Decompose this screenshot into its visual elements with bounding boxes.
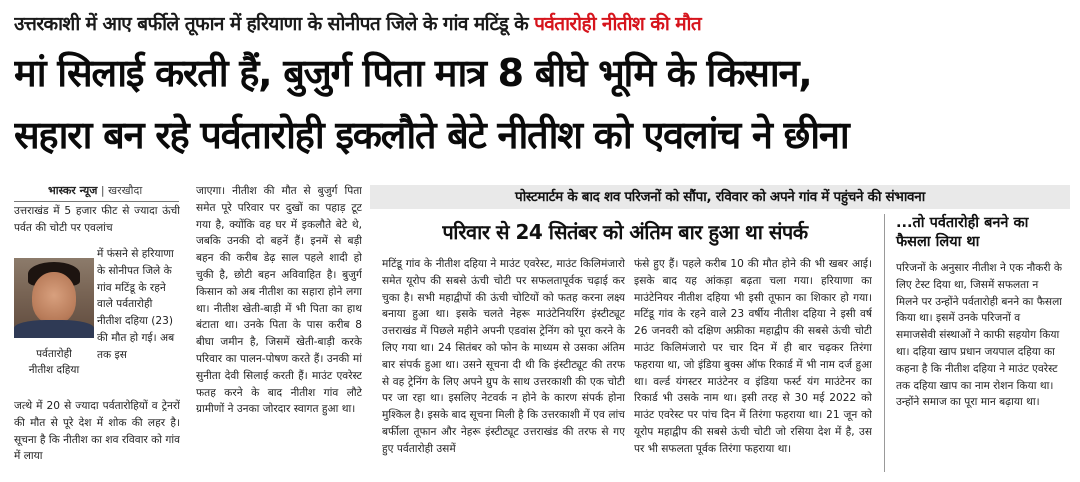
headline-line-1: मां सिलाई करती हैं, बुजुर्ग पिता मात्र 8 बीघे भूमि के किसान, xyxy=(14,51,812,95)
subheading-last-contact: परिवार से 24 सितंबर को अंतिम बार हुआ था संपर्क xyxy=(442,220,808,244)
column-5: परिजनों के अनुसार नीतीश ने एक नौकरी के लिए टेस्ट दिया था, जिसमें सफलता न मिलने पर उन्होंने पर्वतारोही बनने का फैसला किया था। इसमें उनके परिजनों व समाजसेवी संस्थाओं ने काफी सहयोग किया था। दहिया खाप प्रधान जयपाल दहिया का कहना है कि नीतीश दहिया ने माउंट एवरेस्ट तक दहिया खाप का नाम रोशन किया था। उन्होंने समाज का पूरा मान बढ़ाया था। xyxy=(896,262,1062,409)
photo-shirt xyxy=(14,320,94,338)
photo-caption xyxy=(14,346,94,378)
photo-face xyxy=(32,272,76,324)
mountaineer-photo xyxy=(14,258,94,338)
kicker-highlight: पर्वतारोही नीतीश की मौत xyxy=(534,13,702,35)
column-3: मटिंडू गांव के नीतीश दहिया ने माउंट एवरेस्ट, माउंट किलिमंजारो समेत यूरोप की सबसे ऊंची चोटी पर सफलतापूर्वक चढ़ाई कर चुका है। सभी महाद्वीपों की ऊंची चोटियों को फतह करना लक्ष्य बनाया हुआ था। इसके चलते नेहरू माउंटेनियरिंग इंस्टीट्यूट उत्तराखंड में पिछले महीने अपनी एडवांस ट्रेनिंग को पूरा करने के लिए गया था। 24 सितंबर को फोन के माध्यम से उसका अंतिम बार संपर्क हुआ था। उसने सूचना दी थी कि इंस्टीट्यूट की तरफ से वह ट्रेनिंग के लिए अपने ग्रुप के साथ उत्तरकाशी की एक चोटी पर जा रहा था। इसलिए नेटवर्क न होने के कारण संपर्क होना मुश्किल है। इसके बाद सूचना मिली है कि उत्तरकाशी में एव लांच बर्फीला तूफान और नेहरू इंस्टीट्यूट उत्तराखंड की तरफ से गए हुए पर्वतारोही उसमें xyxy=(382,258,625,455)
byline-source: भास्कर न्यूज xyxy=(48,184,98,197)
byline-place: | खरखौदा xyxy=(97,184,143,197)
postmortem-banner: पोस्टमार्टम के बाद शव परिजनों को सौंपा, रविवार को अपने गांव में पहुंचने की संभावना xyxy=(370,185,1070,209)
column-1-wrap: में फंसने से हरियाणा के सोनीपत जिले के गांव मटिंडू के रहने वाले पर्वतारोही नीतीश दहिया (23) की मौत हो गई। अब तक इस xyxy=(97,248,175,361)
column-1-top: उत्तराखंड में 5 हजार फीट से ज्यादा ऊंची पर्वत की चोटी पर एवलांच xyxy=(14,205,180,234)
subheading-decision: ...तो पर्वतारोही बनने का फैसला लिया था xyxy=(896,215,1029,250)
caption-line-1: पर्वतारोही xyxy=(36,348,72,360)
column-1-bottom: जत्थे में 20 से ज्यादा पर्वतारोहियों व ट्रेनरों की मौत से पूरे देश में शोक की लहर है। सूचना है कि नीतीश का शव रविवार को गांव में लाया xyxy=(14,400,180,463)
byline-divider xyxy=(14,201,179,202)
column-2: जाएगा। नीतीश की मौत से बुजुर्ग पिता समेत पूरे परिवार पर दुखों का पहाड़ टूट गया है, क्योंकि वह घर में इकलौते बेटे थे, जबकि उनकी दो बहनें हैं। इनमें से बड़ी बहन की करीब डेढ़ साल पहले शादी हो चुकी है, छोटी बहन अविवाहित है। बुजुर्ग किसान को अब नीतीश का सहारा होने लगा था। नीतीश खेती-बाड़ी में भी पिता का हाथ बंटाता था। उनके पिता के पास करीब 8 बीघा जमीन है, जिसमें खेती-बाड़ी करके परिवार का पालन-पोषण करते हैं। उनकी मां सुनीता देवी सिलाई करती हैं। माउंट एवरेस्ट फतह करने के बाद नीतीश गांव लौटे ग्रामीणों ने उनका जोरदार स्वागत हुआ था। xyxy=(196,185,362,416)
column-divider xyxy=(884,214,885,472)
kicker-line xyxy=(14,10,1070,40)
column-4: फंसे हुए हैं। पहले करीब 10 की मौत होने की भी खबर आई। इसके बाद यह आंकड़ा बढ़ता चला गया। हरियाणा का माउंटेनियर नीतीश दहिया भी इसी तूफान का शिकार हो गया। मटिंडू गांव के रहने वाले 23 वर्षीय नीतीश दहिया ने इसी वर्ष 26 जनवरी को दक्षिण अफ्रीका महाद्वीप की सबसे ऊंची चोटी माउंट किलिमंजारो पर चार दिन में ही बार चढ़कर तिरंगा फहराया था, जो इंडिया बुक्स ऑफ रिकार्ड में भी नाम दर्ज हुआ था। वर्ल्ड यंगस्टर माउंटेनर व इंडिया फर्स्ट यंग माउंटेनर का रिकार्ड भी उसके नाम था। इसी तरह से 30 मई 2022 को माउंट एवरेस्ट पर पांच दिन में तिरंगा फहराया था। 21 जून को यूरोप महाद्वीप की सबसे ऊंची चोटी जो रसिया देश में है, उस पर भी सफलता पूर्वक तिरंगा फहराया था। xyxy=(634,258,872,455)
byline xyxy=(48,183,142,198)
headline-line-2: सहारा बन रहे पर्वतारोही इकलौते बेटे नीतीश को एवलांच ने छीना xyxy=(14,113,849,157)
caption-line-2: नीतीश दहिया xyxy=(28,364,80,376)
kicker-text: उत्तरकाशी में आए बर्फीले तूफान में हरियाणा के सोनीपत जिले के गांव मटिंडू के xyxy=(14,13,535,35)
